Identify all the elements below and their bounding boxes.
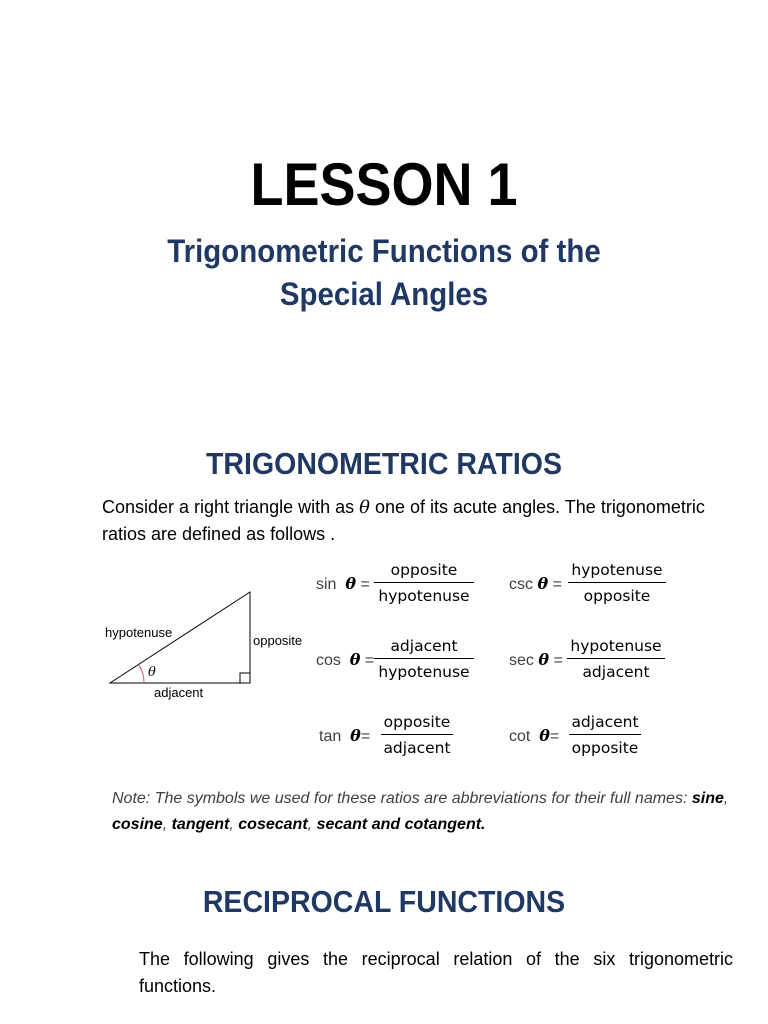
tan-label: tan [319, 728, 342, 745]
csc-numerator: hypotenuse [568, 561, 666, 583]
note-cosecant: cosecant [238, 816, 308, 833]
tan-numerator: opposite [381, 713, 453, 735]
note-prefix: Note: The symbols we used for these ratios are abbreviations for their full names: [112, 790, 688, 807]
tan-denominator: adjacent [383, 739, 451, 757]
triangle-hypotenuse-label: hypotenuse [105, 625, 173, 640]
intro-text-1: Consider a right triangle with as [102, 497, 355, 517]
note-sine: sine [691, 790, 724, 807]
cos-numerator: adjacent [374, 637, 474, 659]
csc-denominator: opposite [583, 587, 651, 605]
sin-denominator: hypotenuse [378, 587, 470, 605]
theta-symbol: θ [538, 650, 550, 669]
sec-denominator: adjacent [582, 663, 650, 681]
theta-symbol: θ [345, 574, 357, 593]
subtitle-line-1: Trigonometric Functions of the [167, 233, 601, 269]
lesson-subtitle [31, 230, 738, 316]
theta-symbol: θ [537, 574, 549, 593]
sec-label: sec [509, 652, 534, 669]
triangle-adjacent-label: adjacent [154, 685, 204, 700]
subtitle-line-2: Special Angles [279, 276, 489, 312]
right-triangle-diagram [100, 585, 315, 710]
right-angle-marker [240, 673, 250, 683]
note-paragraph: Note: The symbols we used for these ratios are abbreviations for their full names: sine, cosine, tangent, cosecant, secant and cotangent. [112, 790, 729, 833]
sin-label: sin [316, 576, 337, 593]
intro-paragraph [102, 494, 732, 548]
cot-numerator: adjacent [569, 713, 641, 735]
trigonometric-ratios-heading: TRIGONOMETRIC RATIOS [206, 446, 562, 481]
cos-label: cos [316, 652, 341, 669]
sin-numerator: opposite [374, 561, 474, 583]
lesson-title: LESSON 1 [250, 151, 518, 218]
theta-symbol: θ [359, 497, 370, 518]
cot-denominator: opposite [571, 739, 639, 757]
sec-numerator: hypotenuse [567, 637, 665, 659]
cot-label: cot [509, 728, 531, 745]
reciprocal-functions-heading: RECIPROCAL FUNCTIONS [202, 884, 566, 919]
csc-label: csc [509, 576, 533, 593]
note-secant-cotangent: secant and cotangent [316, 816, 482, 833]
intro-text-2: one of its acute angles. The trigonometric ratios are defined as follows . [102, 497, 705, 544]
note-tangent: tangent [171, 816, 230, 833]
triangle-opposite-label: opposite [253, 633, 303, 648]
reciprocal-paragraph: The following gives the reciprocal relation of the six trigonometric functions. [139, 949, 733, 996]
theta-symbol: θ [349, 650, 361, 669]
note-cosine: cosine [112, 816, 163, 833]
theta-symbol: θ [350, 726, 361, 745]
triangle-theta-label: θ [148, 665, 156, 680]
cos-denominator: hypotenuse [378, 663, 470, 681]
theta-symbol: θ [539, 726, 550, 745]
angle-arc [139, 665, 144, 683]
